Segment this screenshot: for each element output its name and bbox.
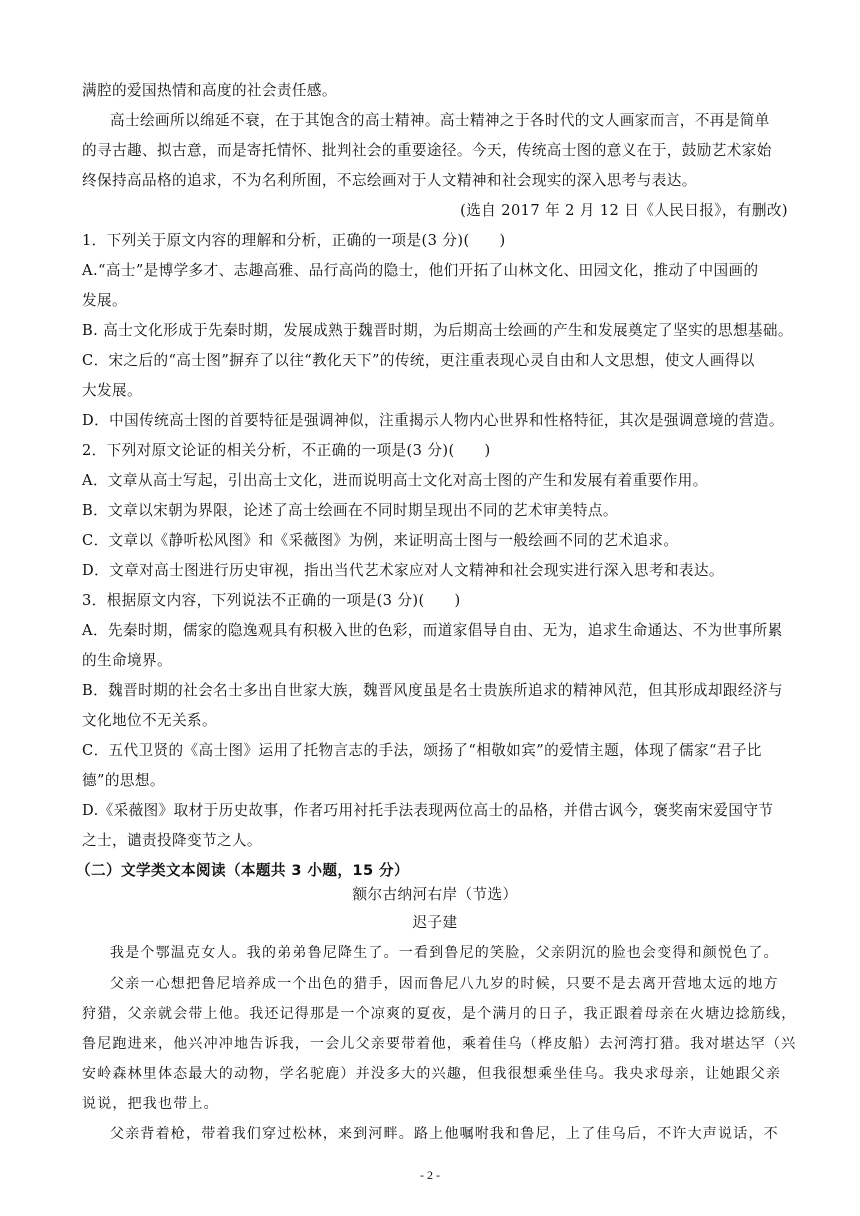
question-3-option-d: D.《采薇图》取材于历史故事，作者巧用衬托手法表现两位高士的品格，并借古讽今，褒奖南宋爱国守节	[82, 802, 774, 819]
story-line: 说说，把我也带上。	[82, 1096, 219, 1112]
question-3-stem: 3．根据原文内容，下列说法不正确的一项是(3 分)( )	[82, 592, 461, 609]
story-paragraph: 我是个鄂温克女人。我的弟弟鲁尼降生了。一看到鲁尼的笑脸，父亲阴沉的脸也会变得和颜悦色了。	[110, 945, 779, 961]
question-1-option-d: D．中国传统高士图的首要特征是强调神似，注重揭示人物内心世界和性格特征，其次是强调意境的营造。	[82, 412, 784, 429]
passage-line: 终保持高品格的追求，不为名利所囿，不忘绘画对于人文精神和社会现实的深入思考与表达。	[82, 172, 697, 189]
question-2-option-b: B．文章以宋朝为界限，论述了高士绘画在不同时期呈现出不同的艺术审美特点。	[82, 502, 618, 519]
story-line: 狩猎，父亲就会带上他。我还记得那是一个凉爽的夏夜，是个满月的日子，我正跟着母亲在火塘边捻筋线，	[82, 1006, 797, 1022]
story-title: 额尔古纳河右岸（节选）	[352, 886, 518, 903]
story-paragraph: 父亲背着枪，带着我们穿过松林，来到河畔。路上他嘱咐我和鲁尼，上了佳乌后，不许大声说话，不	[110, 1126, 779, 1142]
question-3-option-a: A．先秦时期，儒家的隐逸观具有积极入世的色彩，而道家倡导自由、无为，追求生命通达、不为世事所累	[82, 622, 783, 639]
source-citation: (选自 2017 年 2 月 12 日《人民日报》，有删改)	[460, 202, 788, 219]
passage-line: 的寻古趣、拟古意，而是寄托情怀、批判社会的重要途径。今天，传统高士图的意义在于，鼓励艺术家始	[82, 142, 772, 159]
question-2-option-c: C．文章以《静听松风图》和《采薇图》为例，来证明高士图与一般绘画不同的艺术追求。	[82, 532, 679, 549]
story-line: 鲁尼跑进来，他兴冲冲地告诉我，一会儿父亲要带着他，乘着佳乌（桦皮船）去河湾打猎。我对堪达罕（兴	[82, 1036, 797, 1052]
question-3-option-d-cont: 之士，谴责投降变节之人。	[82, 832, 262, 849]
question-2-stem: 2．下列对原文论证的相关分析，不正确的一项是(3 分)( )	[82, 442, 491, 459]
question-3-option-c: C．五代卫贤的《高士图》运用了托物言志的手法，颂扬了“相敬如宾”的爱情主题，体现了儒家“君子比	[82, 742, 762, 759]
passage-line: 高士绘画所以绵延不衰，在于其饱含的高士精神。高士精神之于各时代的文人画家而言，不再是简单	[110, 112, 770, 129]
question-2-option-d: D．文章对高士图进行历史审视，指出当代艺术家应对人文精神和社会现实进行深入思考和表达。	[82, 562, 724, 579]
question-1-option-c-cont: 大发展。	[82, 382, 142, 399]
question-3-option-c-cont: 德”的思想。	[82, 772, 165, 789]
question-2-option-a: A．文章从高士写起，引出高士文化，进而说明高士文化对高士图的产生和发展有着重要作用。	[82, 472, 708, 489]
story-author: 迟子建	[412, 914, 458, 931]
question-3-option-a-cont: 的生命境界。	[82, 652, 172, 669]
question-1-option-b: B. 高士文化形成于先秦时期，发展成熟于魏晋时期，为后期高士绘画的产生和发展奠定了坚实的思想基础。	[82, 322, 793, 339]
question-3-option-b-cont: 文化地位不无关系。	[82, 712, 217, 729]
passage-line: 满腔的爱国热情和高度的社会责任感。	[82, 82, 337, 99]
question-1-option-a: A.“高士”是博学多才、志趣高雅、品行高尚的隐士，他们开拓了山林文化、田园文化，推动了中国画的	[82, 262, 759, 279]
question-1-stem: 1．下列关于原文内容的理解和分析，正确的一项是(3 分)( )	[82, 232, 506, 249]
question-1-option-a-cont: 发展。	[82, 292, 127, 309]
page-number: - 2 -	[420, 1168, 440, 1182]
question-1-option-c: C．宋之后的“高士图”摒弃了以往“教化天下”的传统，更注重表现心灵自由和人文思想，使文人画得以	[82, 352, 755, 369]
section-heading: （二）文学类文本阅读（本题共 3 小题，15 分）	[76, 862, 409, 879]
story-line: 安岭森林里体态最大的动物，学名驼鹿）并没多大的兴趣，但我很想乘坐佳乌。我央求母亲，让她跟父亲	[82, 1066, 782, 1082]
question-3-option-b: B．魏晋时期的社会名士多出自世家大族，魏晋风度虽是名士贵族所追求的精神风范，但其形成却跟经济与	[82, 682, 783, 699]
story-paragraph: 父亲一心想把鲁尼培养成一个出色的猎手，因而鲁尼八九岁的时候，只要不是去离开营地太远的地方	[110, 976, 779, 992]
